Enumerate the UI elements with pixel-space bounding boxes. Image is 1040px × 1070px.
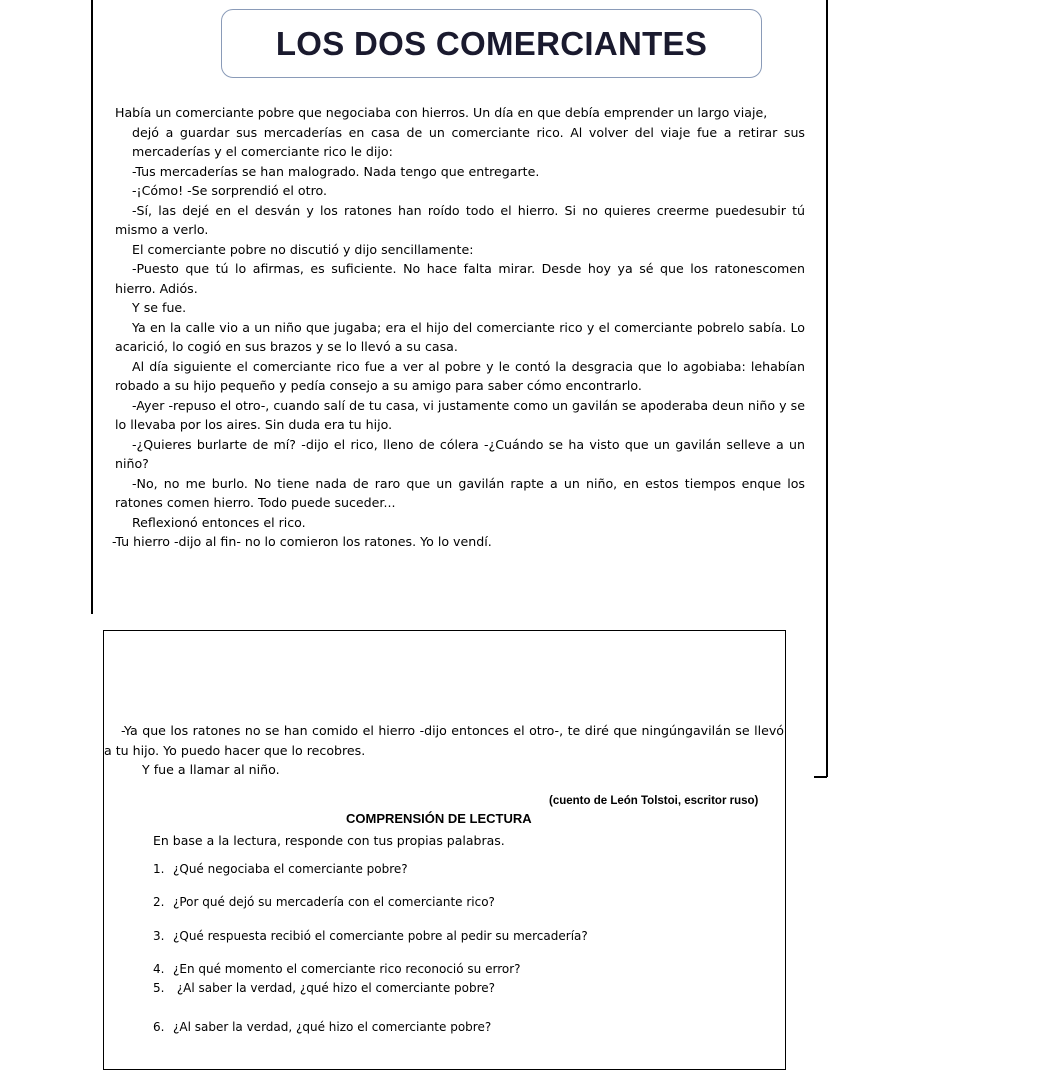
question-item [153, 981, 495, 995]
question-item [153, 862, 408, 876]
story-paragraph: -Puesto que tú lo afirmas, es suficiente. No hace falta mirar. Desde hoy ya sé que los ratonescomen hierro. Adiós. [115, 261, 805, 296]
story-paragraph: Y se fue. [132, 300, 187, 315]
story-paragraph: -Ayer -repuso el otro-, cuando salí de tu casa, vi justamente como un gavilán se apoderaba deun niño y se lo llevaba por los aires. Sin duda era tu hijo. [115, 397, 805, 432]
story-paragraph: -Sí, las dejé en el desván y los ratones han roído todo el hierro. Si no quieres creerme puedesubir tú mismo a verlo. [115, 202, 805, 237]
story-title: LOS DOS COMERCIANTES [221, 9, 762, 78]
story-paragraph: -Tus mercaderías se han malogrado. Nada tengo que entregarte. [132, 163, 540, 179]
story-paragraph: El comerciante pobre no discutió y dijo sencillamente: [132, 241, 474, 257]
question-number: 3. [153, 929, 165, 943]
question-text: ¿Al saber la verdad, ¿qué hizo el comerciante pobre? [173, 981, 496, 995]
question-text: ¿Por qué dejó su mercadería con el comerciante rico? [173, 895, 495, 909]
story-text [112, 103, 805, 552]
comprehension-instruction: En base a la lectura, responde con tus propias palabras. [153, 833, 505, 848]
story-paragraph: -¡Cómo! -Se sorprendió el otro. [132, 183, 327, 198]
comprehension-title: COMPRENSIÓN DE LECTURA [346, 811, 532, 826]
story-paragraph: Al día siguiente el comerciante rico fue a ver al pobre y le contó la desgracia que lo agobiaba: lehabían robado a su hijo pequeño y pedía consejo a su amigo para saber cómo encontrarlo. [115, 358, 805, 393]
second-page-frame [103, 630, 786, 1070]
page-border-bottom-tick [814, 776, 827, 778]
story-paragraph: Reflexionó entonces el rico. [132, 514, 306, 530]
question-text: ¿Qué negociaba el comerciante pobre? [173, 862, 408, 876]
question-text: ¿Qué respuesta recibió el comerciante pobre al pedir su mercadería? [173, 929, 588, 943]
question-item [153, 1020, 491, 1034]
question-item [153, 929, 588, 943]
story-paragraph: -Tu hierro -dijo al fin- no lo comieron los ratones. Yo lo vendí. [112, 534, 492, 549]
page-border-left [91, 0, 93, 614]
question-item [153, 895, 495, 909]
story-paragraph: -¿Quieres burlarte de mí? -dijo el rico, lleno de cólera -¿Cuándo se ha visto que un gavilán selleve a un niño? [115, 436, 805, 471]
story-paragraph: -No, no me burlo. No tiene nada de raro que un gavilán rapte a un niño, en estos tiempos enque los ratones comen hierro. Todo puede suceder... [115, 475, 805, 510]
story-credit: (cuento de León Tolstoi, escritor ruso) [549, 795, 759, 807]
question-number: 5. [153, 981, 165, 995]
story-paragraph: Ya en la calle vio a un niño que jugaba; era el hijo del comerciante rico y el comerciante pobrelo sabía. Lo acarició, lo cogió en sus brazos y se lo llevó a su casa. [115, 319, 805, 354]
question-number: 4. [153, 962, 165, 976]
question-text: ¿Al saber la verdad, ¿qué hizo el comerciante pobre? [173, 1020, 492, 1034]
story-paragraph: Había un comerciante pobre que negociaba con hierros. Un día en que debía emprender un largo viaje, [115, 105, 768, 120]
question-item [153, 962, 521, 976]
story-paragraph: Y fue a llamar al niño. [142, 762, 280, 777]
page-border-right [826, 0, 828, 777]
question-number: 1. [153, 862, 165, 876]
story-continuation [104, 721, 784, 780]
question-number: 6. [153, 1020, 165, 1034]
story-paragraph: dejó a guardar sus mercaderías en casa de un comerciante rico. Al volver del viaje fue a retirar sus mercaderías y el comerciante rico le dijo: [132, 124, 805, 159]
question-text: ¿En qué momento el comerciante rico reconoció su error? [173, 962, 521, 976]
story-paragraph: -Ya que los ratones no se han comido el hierro -dijo entonces el otro-, te diré que ningúngavilán se llevó a tu hijo. Yo puedo hacer que lo recobres. [104, 723, 784, 758]
question-number: 2. [153, 895, 165, 909]
